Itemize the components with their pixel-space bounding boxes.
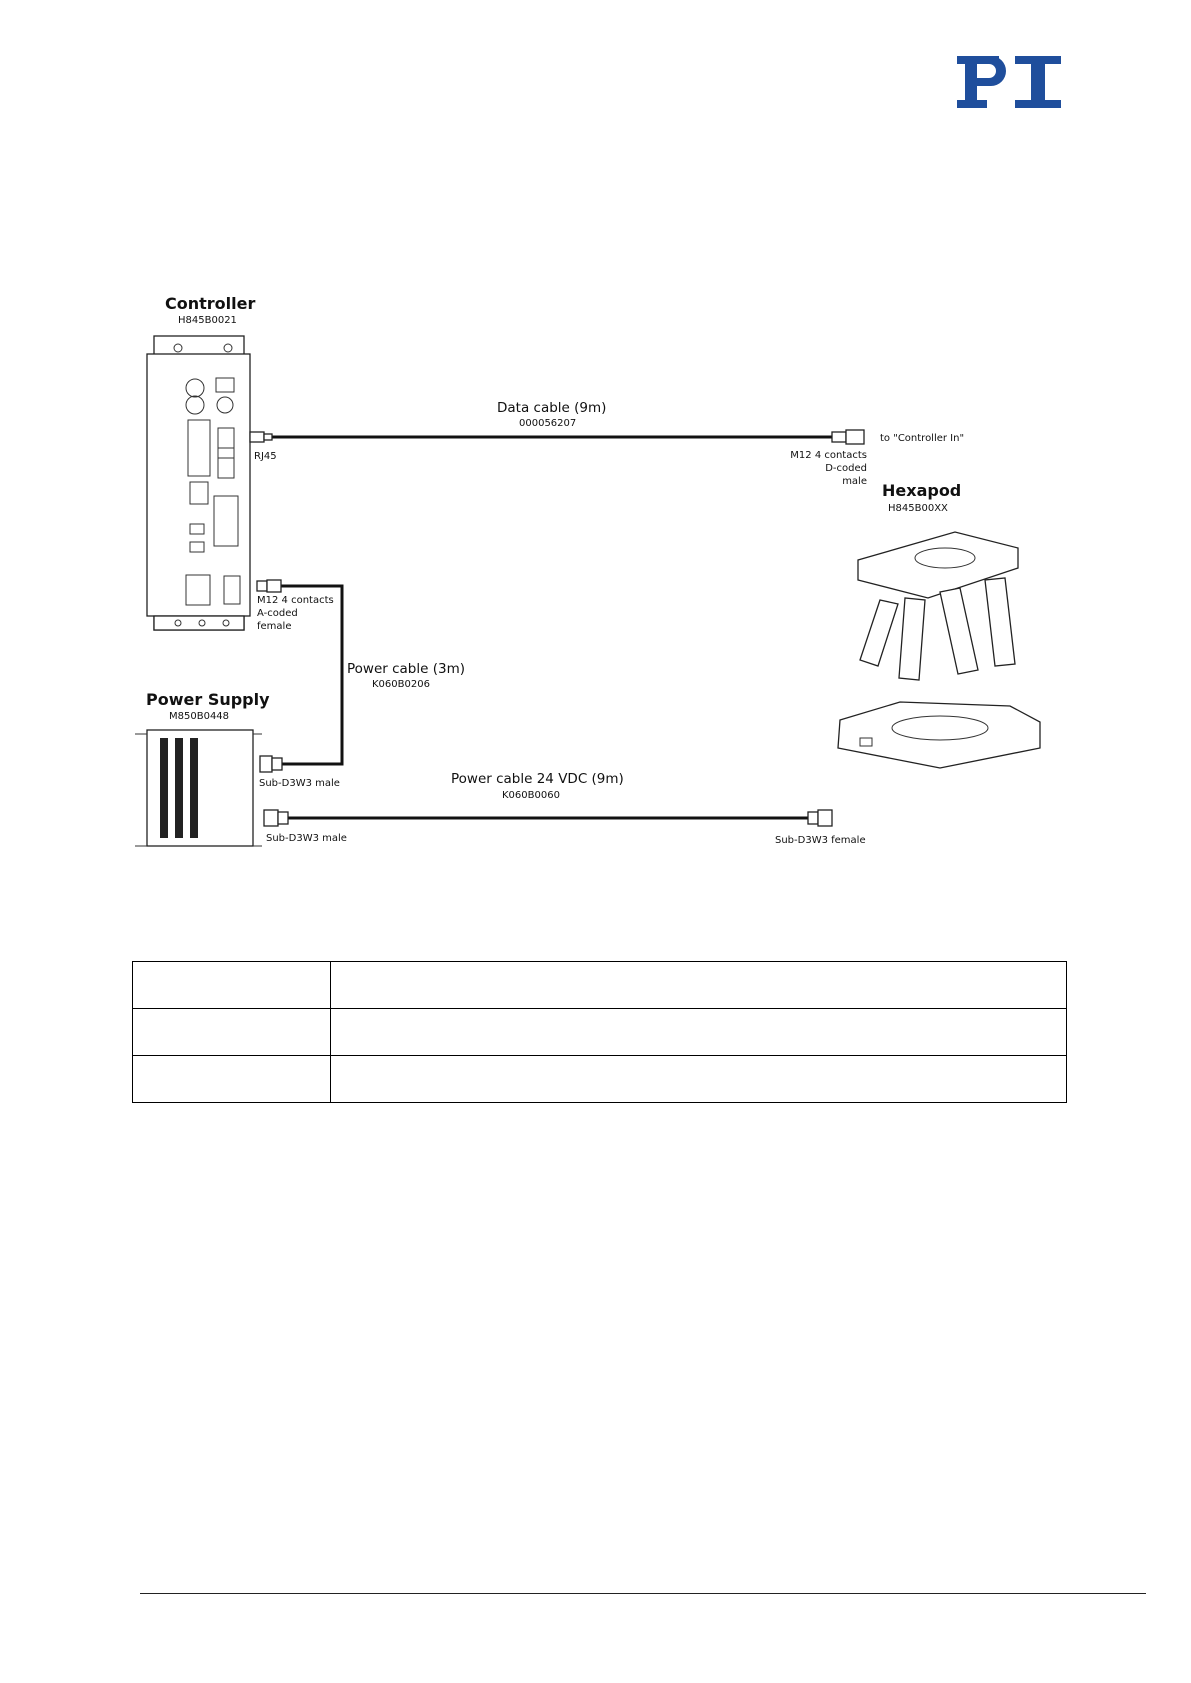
subd3w3-male-label-bottom: Sub-D3W3 male <box>266 833 347 844</box>
table-cell <box>331 1009 1067 1056</box>
power-supply-unit <box>135 730 262 846</box>
footer-rule <box>140 1593 1146 1594</box>
parts-table <box>132 961 1067 1103</box>
subd3w3-female-label: Sub-D3W3 female <box>775 835 866 846</box>
data-cable-part: 000056207 <box>519 418 577 429</box>
controller-unit <box>147 336 250 630</box>
m12-d-coded-connector <box>832 430 864 444</box>
table-cell <box>133 962 331 1009</box>
table-row <box>133 1056 1067 1103</box>
table-cell <box>133 1056 331 1103</box>
rj45-plug <box>250 432 272 442</box>
power-cable-title: Power cable (3m) <box>347 661 465 677</box>
table-cell <box>331 1056 1067 1103</box>
data-cable-destination: to "Controller In" <box>880 433 965 444</box>
m12-d-coded-label-line1: M12 4 contacts <box>790 450 867 461</box>
table-cell <box>331 962 1067 1009</box>
subd3w3-male-connector-bottom <box>264 810 288 826</box>
controller-title: Controller <box>165 294 256 313</box>
subd3w3-female-connector <box>808 810 832 826</box>
m12-a-coded-connector <box>257 580 281 592</box>
power-cable-24-part: K060B0060 <box>502 790 560 801</box>
power-supply-title: Power Supply <box>146 690 270 709</box>
hexapod-title: Hexapod <box>882 481 962 500</box>
subd3w3-male-label-top: Sub-D3W3 male <box>259 778 340 789</box>
m12-a-coded-label-line2: A-coded <box>257 608 298 619</box>
subd3w3-male-connector-top <box>260 756 282 772</box>
table-cell <box>133 1009 331 1056</box>
controller-part: H845B0021 <box>178 315 237 326</box>
table-row <box>133 962 1067 1009</box>
m12-d-coded-label-line3: male <box>842 476 867 487</box>
power-supply-part: M850B0448 <box>169 711 230 722</box>
power-cable-24-title: Power cable 24 VDC (9m) <box>451 771 624 787</box>
m12-a-coded-label-line1: M12 4 contacts <box>257 595 334 606</box>
power-cable-part: K060B0206 <box>372 679 430 690</box>
m12-a-coded-label-line3: female <box>257 621 292 632</box>
hexapod-drawing <box>838 532 1040 768</box>
hexapod-part: H845B00XX <box>888 503 948 514</box>
table-row <box>133 1009 1067 1056</box>
data-cable-title: Data cable (9m) <box>497 400 607 416</box>
m12-d-coded-label-line2: D-coded <box>825 463 867 474</box>
rj45-label: RJ45 <box>254 451 277 462</box>
